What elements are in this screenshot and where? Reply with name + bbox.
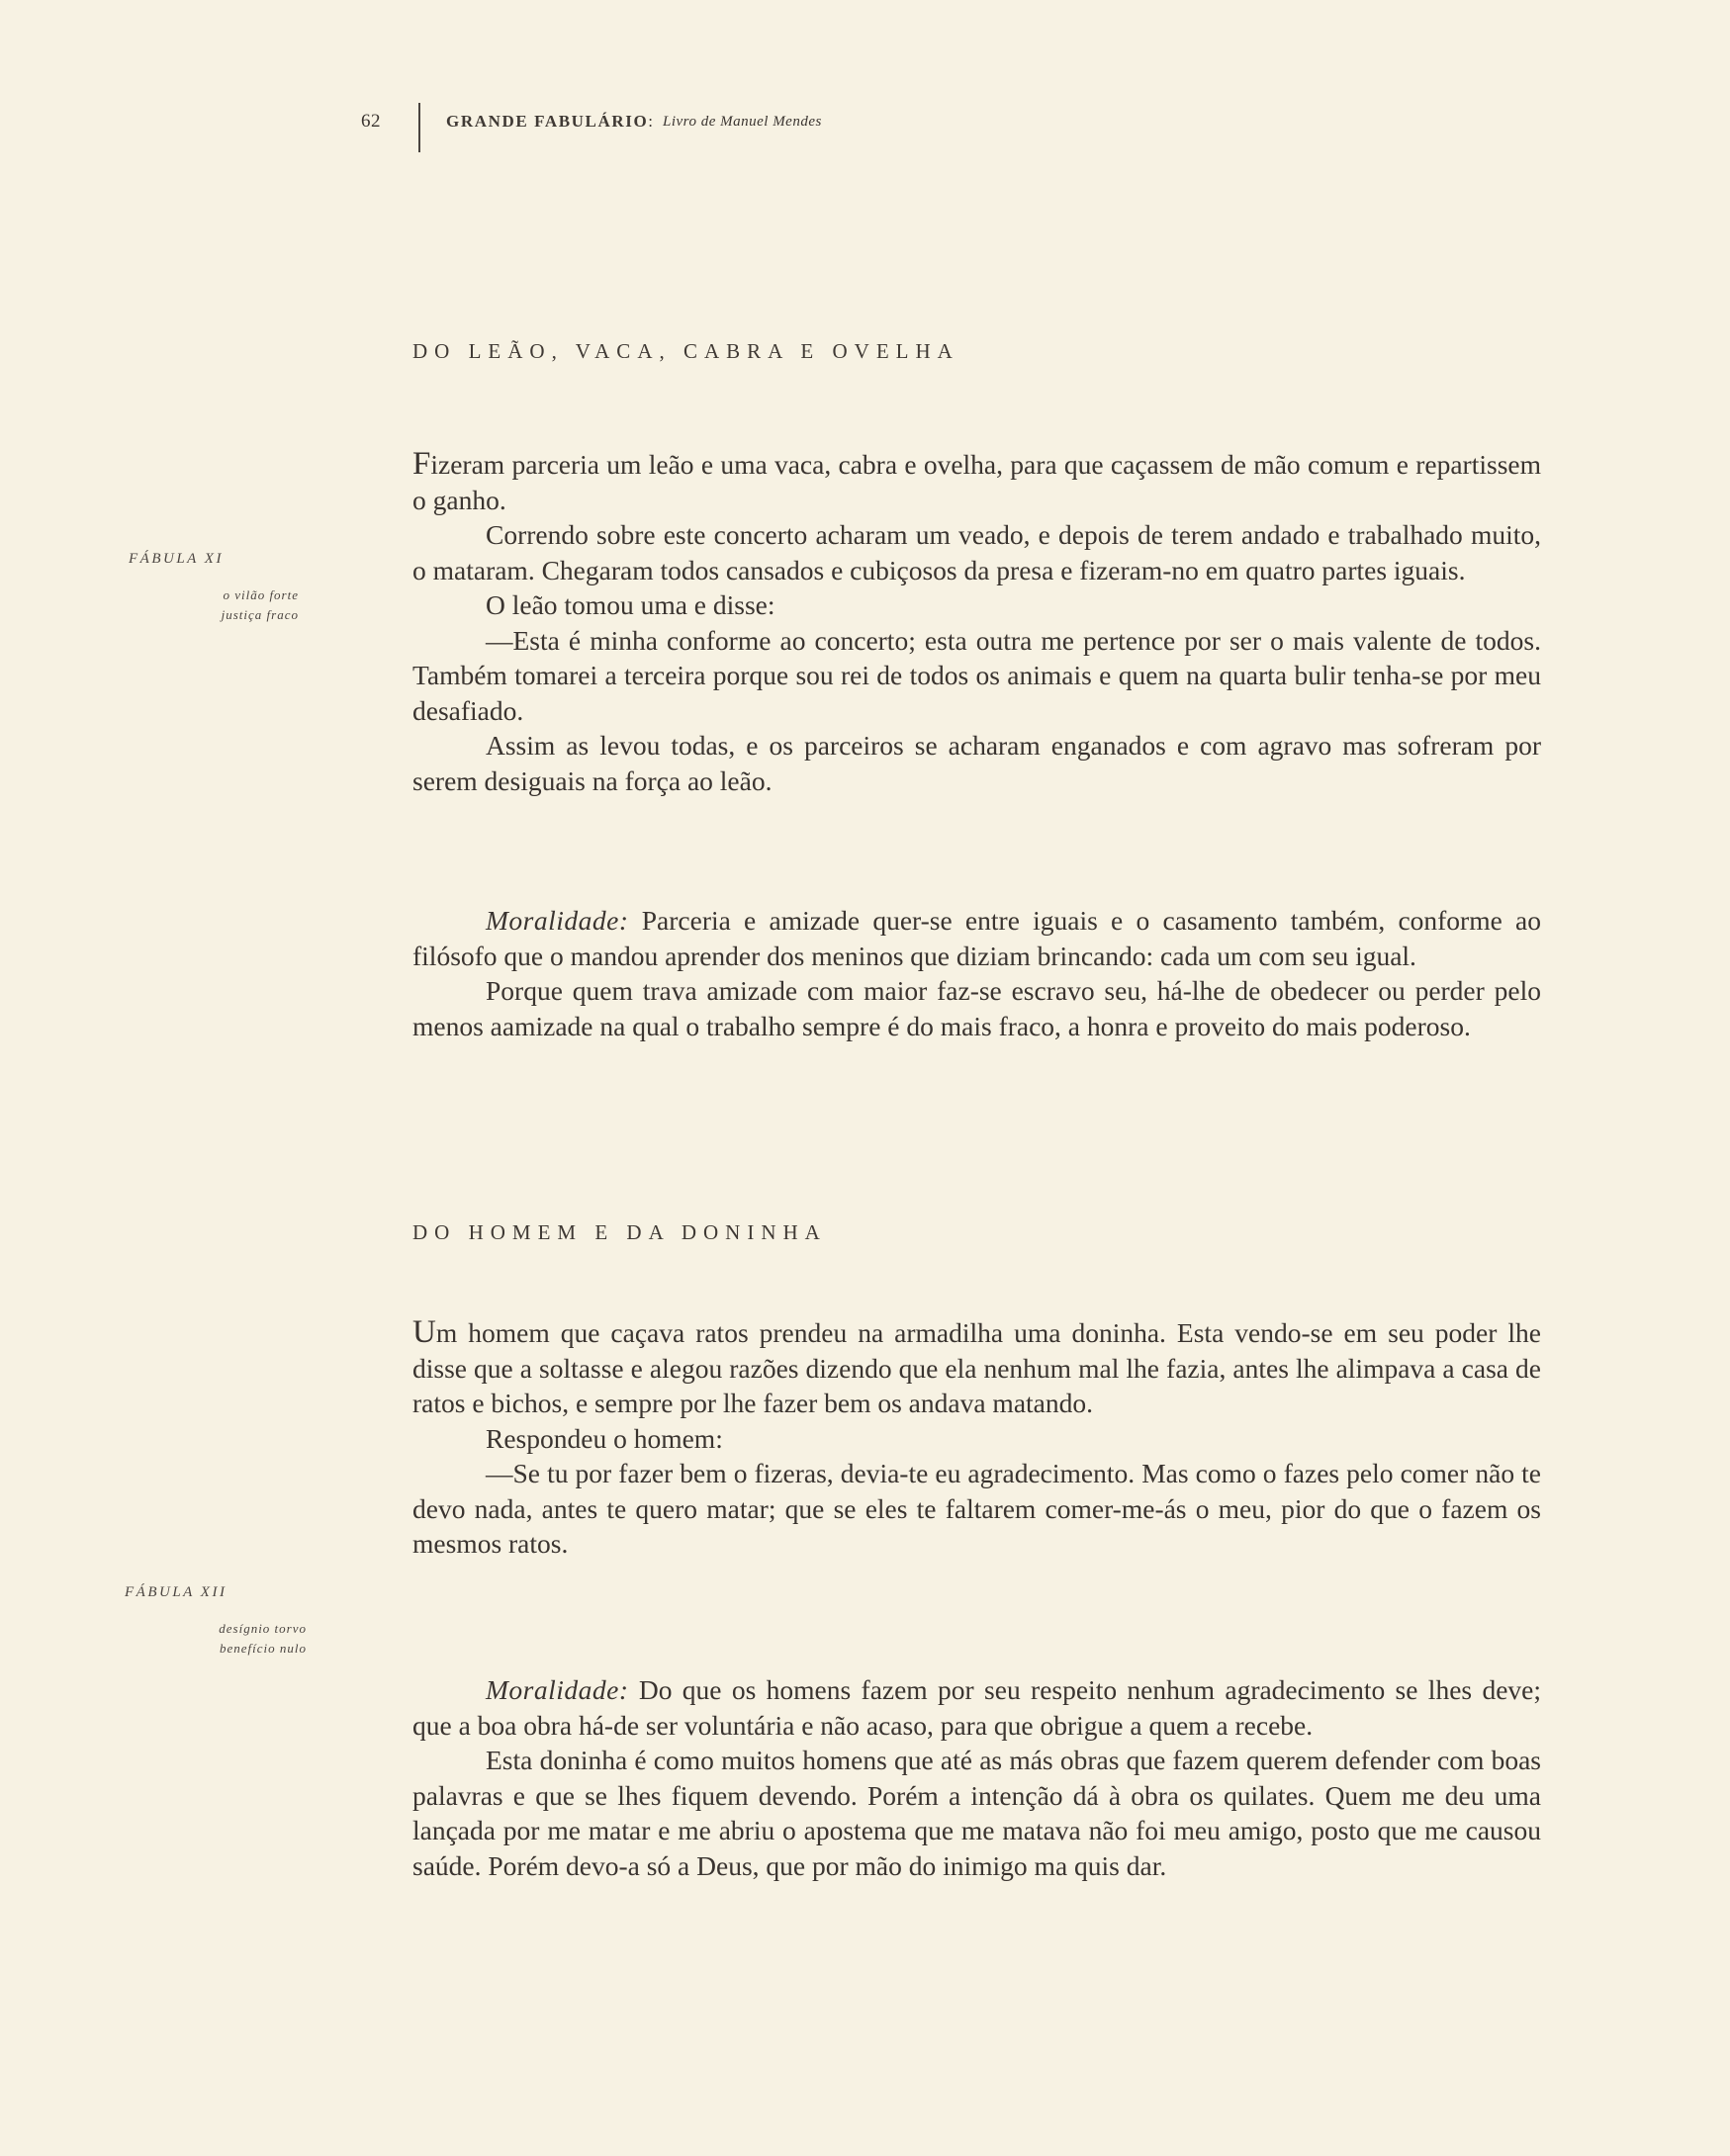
paragraph xyxy=(412,1315,1541,1421)
page-number: 62 xyxy=(361,111,381,132)
margin-note-label: FÁBULA XII xyxy=(125,1584,228,1600)
paragraph: Esta doninha é como muitos homens que até as más obras que fazem querem defender com boas palavras e que se lhes fiquem devendo. Porém a intenção dá à obra os quilates. Quem me deu uma lançada por me matar e me abriu o apostema que me matava não foi meu amigo, posto que me causou saúde. Porém devo-a só a Deus, que por mão do inimigo ma quis dar. xyxy=(412,1745,1541,1881)
margin-note-line: desígnio torvo xyxy=(219,1621,307,1636)
paragraph: Assim as levou todas, e os parceiros se acharam enganados e com agravo mas sofreram por serem desiguais na força ao leão. xyxy=(412,730,1541,796)
margin-note-line: o vilão forte xyxy=(223,587,299,602)
paragraph: Correndo sobre este concerto acharam um veado, e depois de terem andado e trabalhado muito, o mataram. Chegaram todos cansados e cubiçosos da presa e fizeram-no em quatro partes iguais. xyxy=(412,519,1541,585)
paragraph: O leão tomou uma e disse: xyxy=(486,589,775,620)
moral-label: Moralidade: xyxy=(486,905,629,936)
paragraph-text: Parceria e amizade quer-se entre iguais e o casamento também, conforme ao filósofo que o mandou aprender dos meninos que diziam brincando: cada um com seu igual. xyxy=(412,905,1541,971)
paragraph xyxy=(412,1672,1541,1743)
header-separator: : xyxy=(648,112,654,131)
moral-block xyxy=(412,1672,1541,1883)
header-divider xyxy=(418,103,420,152)
initial-letter: U xyxy=(412,1314,436,1350)
paragraph-text: Do que os homens fazem por seu respeito nenhum agradecimento se lhes deve; que a boa obra há-de ser voluntária e não acaso, para que obrigue a quem a recebe. xyxy=(412,1674,1541,1741)
margin-note-line: benefício nulo xyxy=(219,1641,307,1656)
paragraph xyxy=(412,903,1541,973)
paragraph-text: m homem que caçava ratos prendeu na armadilha uma doninha. Esta vendo-se em seu poder lhe disse que a soltasse e alegou razões dizendo que ela nenhum mal lhe fazia, antes lhe alimpava a casa de ratos e bichos, e sempre por lhe fazer bem os andava matando. xyxy=(412,1317,1541,1418)
running-header xyxy=(361,97,822,146)
paragraph: Respondeu o homem: xyxy=(486,1422,723,1454)
paragraph: —Esta é minha conforme ao concerto; esta outra me pertence por ser o mais valente de todos. Também tomarei a terceira porque sou rei de todos os animais e quem na quarta bulir tenha-se por meu desafiado. xyxy=(412,624,1541,726)
fable-body xyxy=(412,447,1541,798)
paragraph xyxy=(412,447,1541,517)
margin-note xyxy=(129,551,299,625)
paragraph: Porque quem trava amizade com maior faz-se escravo seu, há-lhe de obedecer ou perder pelo menos aamizade na qual o trabalho sempre é do mais fraco, a honra e proveito do mais poderoso. xyxy=(412,975,1541,1041)
book-subtitle: Livro de Manuel Mendes xyxy=(663,113,822,130)
margin-note-label: FÁBULA XI xyxy=(129,551,224,567)
initial-letter: F xyxy=(412,446,431,482)
book-title: GRANDE FABULÁRIO xyxy=(446,112,649,131)
margin-note-line: justiça fraco xyxy=(221,607,299,622)
moral-block xyxy=(412,903,1541,1043)
fable-title: DO LEÃO, VACA, CABRA E OVELHA xyxy=(412,339,959,363)
margin-note xyxy=(125,1584,313,1659)
fable-body xyxy=(412,1315,1541,1562)
paragraph-text: izeram parceria um leão e uma vaca, cabra e ovelha, para que caçassem de mão comum e repartissem o ganho. xyxy=(412,449,1541,515)
moral-label: Moralidade: xyxy=(486,1674,629,1705)
paragraph: —Se tu por fazer bem o fizeras, devia-te eu agradecimento. Mas como o fazes pelo comer não te devo nada, antes te quero matar; que se eles te faltarem comer-me-ás o meu, pior do que o fazem os mesmos ratos. xyxy=(412,1458,1541,1559)
fable-title: DO HOMEM E DA DONINHA xyxy=(412,1220,827,1244)
